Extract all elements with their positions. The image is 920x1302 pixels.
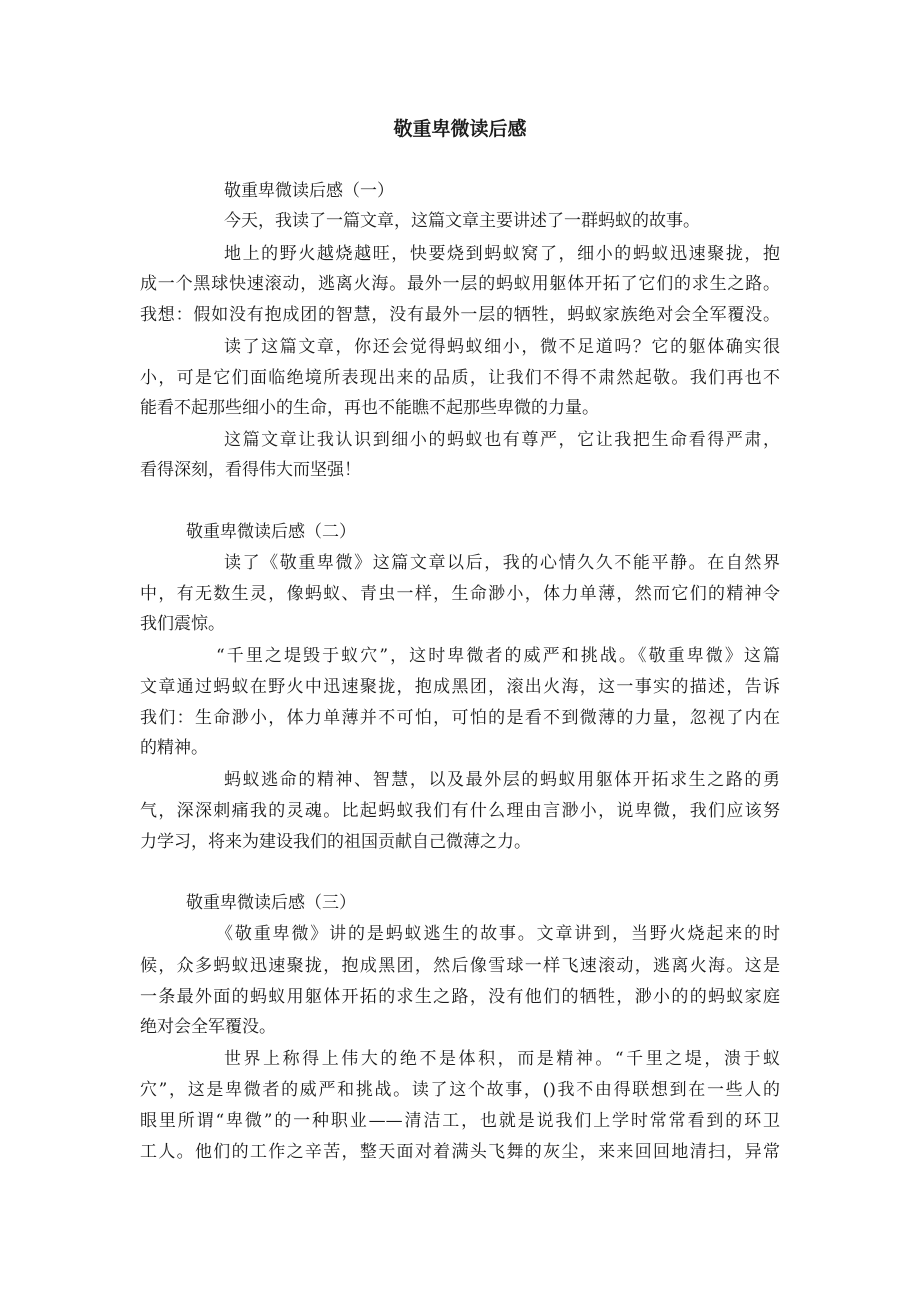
document-title: 敬重卑微读后感 bbox=[393, 118, 527, 140]
paragraph-line: 今天，我读了一篇文章，这篇文章主要讲述了一群蚂蚁的故事。 bbox=[224, 211, 700, 231]
paragraph-line: 成一个黑球快速滚动，逃离火海。最外一层的蚂蚁用躯体开拓了它们的求生之路。 bbox=[140, 274, 780, 294]
paragraph-line: 《敬重卑微》讲的是蚂蚁逃生的故事。文章讲到，当野火烧起来的时 bbox=[216, 924, 780, 944]
paragraph-line: “千里之堤毁于蚁穴”，这时卑微者的威严和挑战。《敬重卑微》这篇 bbox=[216, 646, 780, 666]
paragraph-line: 绝对会全军覆没。 bbox=[140, 1017, 276, 1037]
paragraph-line: 读了这篇文章，你还会觉得蚂蚁细小，微不足道吗？它的躯体确实很 bbox=[224, 337, 780, 357]
paragraph-line: 世界上称得上伟大的绝不是体积，而是精神。“千里之堤，溃于蚁 bbox=[224, 1049, 780, 1069]
paragraph-line: 看得深刻，看得伟大而坚强！ bbox=[140, 460, 361, 480]
paragraph-line: 我们：生命渺小，体力单薄并不可怕，可怕的是看不到微薄的力量，忽视了内在 bbox=[140, 708, 780, 728]
paragraph-line: 蚂蚁逃命的精神、智慧，以及最外层的蚂蚁用躯体开拓求生之路的勇 bbox=[224, 770, 780, 790]
section-heading: 敬重卑微读后感（一） bbox=[224, 181, 394, 201]
paragraph-line: 眼里所谓“卑微”的一种职业——清洁工，也就是说我们上学时常常看到的环卫 bbox=[140, 1111, 780, 1131]
paragraph-line: 文章通过蚂蚁在野火中迅速聚拢，抱成黑团，滚出火海，这一事实的描述，告诉 bbox=[140, 677, 780, 697]
paragraph-line: 气，深深刺痛我的灵魂。比起蚂蚁我们有什么理由言渺小，说卑微，我们应该努 bbox=[140, 801, 780, 821]
paragraph-line: 地上的野火越烧越旺，快要烧到蚂蚁窝了，细小的蚂蚁迅速聚拢，抱 bbox=[224, 244, 780, 264]
section-heading: 敬重卑微读后感（三） bbox=[186, 893, 356, 913]
paragraph-line: 这篇文章让我认识到细小的蚂蚁也有尊严，它让我把生命看得严肃， bbox=[224, 430, 780, 450]
section-heading: 敬重卑微读后感（二） bbox=[186, 522, 356, 542]
paragraph-line: 穴”，这是卑微者的威严和挑战。读了这个故事，()我不由得联想到在一些人的 bbox=[140, 1080, 780, 1100]
paragraph-line: 的精神。 bbox=[140, 738, 208, 758]
paragraph-line: 一条最外面的蚂蚁用躯体开拓的求生之路，没有他们的牺牲，渺小的的蚂蚁家庭 bbox=[140, 987, 780, 1007]
paragraph-line: 候，众多蚂蚁迅速聚拢，抱成黑团，然后像雪球一样飞速滚动，逃离火海。这是 bbox=[140, 956, 780, 976]
paragraph-line: 读了《敬重卑微》这篇文章以后，我的心情久久不能平静。在自然界 bbox=[224, 553, 780, 573]
paragraph-line: 小，可是它们面临绝境所表现出来的品质，让我们不得不肃然起敬。我们再也不 bbox=[140, 368, 780, 388]
paragraph-line: 工人。他们的工作之辛苦，整天面对着满头飞舞的灰尘，来来回回地清扫，异常 bbox=[140, 1142, 780, 1162]
paragraph-line: 我想：假如没有抱成团的智慧，没有最外一层的牺牲，蚂蚁家族绝对会全军覆没。 bbox=[140, 305, 780, 325]
paragraph-line: 中，有无数生灵，像蚂蚁、青虫一样，生命渺小，体力单薄，然而它们的精神令 bbox=[140, 584, 780, 604]
paragraph-line: 力学习，将来为建设我们的祖国贡献自己微薄之力。 bbox=[140, 832, 531, 852]
paragraph-line: 我们震惊。 bbox=[140, 614, 225, 634]
paragraph-line: 能看不起那些细小的生命，再也不能瞧不起那些卑微的力量。 bbox=[140, 398, 599, 418]
